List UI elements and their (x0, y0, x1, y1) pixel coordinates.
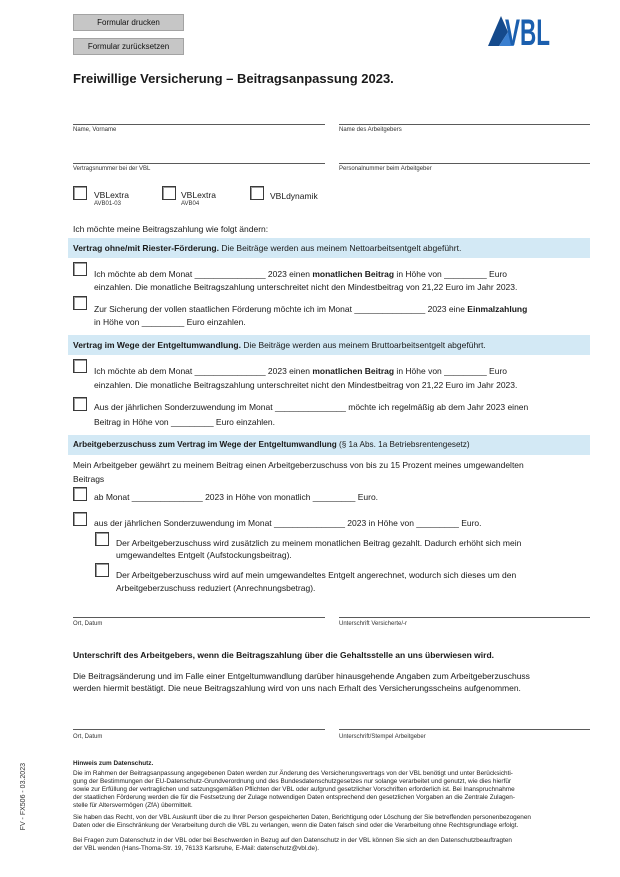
option-text: ab Monat _______________ 2023 in Höhe von monatlich _________ Euro. (94, 492, 379, 502)
employer-name-label: Name des Arbeitgebers (339, 127, 402, 133)
privacy-text-line: Daten oder die Einschränkung der Verarbeitung durch die VBL zu verlangen, wenn die Daten falsch sind oder die Verarbeitung ohne Rechtsgrundlage erfolgt. (73, 822, 519, 829)
option-text (94, 366, 507, 376)
tariff-sublabel: AVB01-03 (94, 201, 121, 207)
option-text-part: Zur Sicherung der vollen staatlichen Förderung möchte ich im Monat _______________ 2023 eine (94, 304, 468, 314)
reset-form-button[interactable]: Formular zurücksetzen (73, 38, 184, 55)
option-text-part: in Höhe von _________ Euro (394, 269, 508, 279)
section-heading-riester (73, 243, 461, 253)
name-input[interactable] (73, 111, 325, 125)
privacy-text-line: Die im Rahmen der Beitragsanpassung angegebenen Daten werden zur Änderung des Versicherungsvertrags von der VBL benötigt und unter Berücksichti- (73, 770, 513, 777)
section-heading-bold: Vertrag ohne/mit Riester-Förderung. (73, 243, 219, 253)
option-text: in Höhe von _________ Euro einzahlen. (94, 317, 246, 327)
subsidy-topup-checkbox[interactable] (95, 532, 109, 546)
conversion-monthly-checkbox[interactable] (73, 359, 87, 373)
tariff-sublabel: AVB04 (181, 201, 200, 207)
logo-text: VBL (505, 12, 550, 53)
personnel-number-label: Personalnummer beim Arbeitgeber (339, 166, 432, 172)
insured-signature-label: Unterschrift Versicherte/-r (339, 621, 408, 627)
option-text: umgewandeltes Entgelt (Aufstockungsbeitrag). (116, 550, 292, 560)
riester-single-payment-checkbox[interactable] (73, 296, 87, 310)
page-title: Freiwillige Versicherung – Beitragsanpassung 2023. (73, 71, 394, 86)
privacy-text-line: der VBL wenden (Hans-Thoma-Str. 19, 76133 Karlsruhe, E-Mail: datenschutz@vbl.de). (73, 845, 320, 852)
tariff-vblextra-avb04-checkbox[interactable] (162, 186, 176, 200)
print-form-button[interactable]: Formular drucken (73, 14, 184, 31)
tariff-vblextra-avb01-03-checkbox[interactable] (73, 186, 87, 200)
contract-number-input[interactable] (73, 150, 325, 164)
option-text: aus der jährlichen Sonderzuwendung im Monat _______________ 2023 in Höhe von _________ Euro. (94, 518, 482, 528)
section-heading-text: (§ 1a Abs. 1a Betriebsrentengesetz) (336, 440, 470, 449)
privacy-heading: Hinweis zum Datenschutz. (73, 760, 154, 767)
option-text: Der Arbeitgeberzuschuss wird auf mein umgewandeltes Entgelt angerechnet, wodurch sich dieses um den (116, 570, 517, 580)
option-text: Der Arbeitgeberzuschuss wird zusätzlich zu meinem monatlichen Beitrag gezahlt. Dadurch erhöht sich mein (116, 538, 522, 548)
privacy-text-line: Bei Fragen zum Datenschutz in der VBL oder bei Beschwerden in Bezug auf den Datenschutz in der VBL können Sie sich an den Datenschutzbeauftragten (73, 837, 512, 844)
riester-monthly-checkbox[interactable] (73, 262, 87, 276)
employer-place-date-input[interactable] (73, 716, 325, 730)
subsidy-bonus-checkbox[interactable] (73, 512, 87, 526)
option-text: Aus der jährlichen Sonderzuwendung im Monat _______________ möchte ich regelmäßig ab dem Jahr 2023 einen (94, 402, 529, 412)
option-text-bold: Einmalzahlung (467, 304, 528, 314)
place-date-label: Ort, Datum (73, 734, 103, 740)
employer-signature-line (339, 729, 590, 730)
employer-section-heading: Unterschrift des Arbeitgebers, wenn die Beitragszahlung über die Gehaltsstelle an uns überwiesen wird. (73, 650, 495, 660)
section-heading-text: Die Beiträge werden aus meinem Nettoarbeitsentgelt abgeführt. (218, 243, 462, 253)
option-text-part: in Höhe von _________ Euro (394, 366, 508, 376)
subsidy-monthly-checkbox[interactable] (73, 487, 87, 501)
subsidy-intro: Beitrags (73, 474, 105, 484)
vbl-logo (488, 12, 550, 53)
privacy-text-line: sowie zur Erfüllung der vertraglichen und satzungsgemäßen Pflichten der VBL oder aufgrund gesetzlicher Vorschriften erforderlich ist. Bei Inanspruchnahme (73, 786, 515, 793)
section-heading-conversion (73, 340, 486, 350)
option-text: Beitrag in Höhe von _________ Euro einzahlen. (94, 417, 275, 427)
tariff-label: VBLextra (181, 190, 216, 200)
privacy-text-line: stelle für Altersvermögen (ZfA) übermittelt. (73, 802, 193, 809)
name-label: Name, Vorname (73, 127, 117, 133)
section-heading-bold: Arbeitgeberzuschuss zum Vertrag im Wege der Entgeltumwandlung (73, 440, 337, 449)
option-text: einzahlen. Die monatliche Beitragszahlung unterschreitet nicht den Mindestbeitrag von 21,22 Euro im Jahr 2023. (94, 282, 518, 292)
section-heading-subsidy (73, 440, 470, 450)
option-text-part: Ich möchte ab dem Monat _______________ 2023 einen (94, 366, 313, 376)
employer-name-input[interactable] (339, 111, 590, 125)
form-code: FV - FX506 - 03.2023 (20, 763, 27, 831)
employer-section-text: Die Beitragsänderung und im Falle einer Entgeltumwandlung darüber hinausgehende Angaben zum Arbeitgeberzuschuss (73, 671, 530, 681)
option-text-bold: monatlichen Beitrag (312, 269, 395, 279)
employer-section-text: werden hiermit bestätigt. Die neue Beitragszahlung wird von uns nach Erhalt des Versicherungsscheins aufgenommen. (73, 683, 521, 693)
option-text: einzahlen. Die monatliche Beitragszahlung unterschreitet nicht den Mindestbeitrag von 21,22 Euro im Jahr 2023. (94, 380, 518, 390)
personnel-number-input[interactable] (339, 150, 590, 164)
subsidy-offset-checkbox[interactable] (95, 563, 109, 577)
privacy-text-line: gung der Bestimmungen der EU-Datenschutz-Grundverordnung und des Bundesdatenschutzgesetzes nur solange verarbeitet und genutzt, wie dies hierfür (73, 778, 512, 785)
tariff-label: VBLdynamik (270, 191, 318, 201)
tariff-vbldynamik-checkbox[interactable] (250, 186, 264, 200)
subsidy-intro: Mein Arbeitgeber gewährt zu meinem Beitrag einen Arbeitgeberzuschuss von bis zu 15 Prozent meines umgewandelten (73, 460, 524, 470)
place-date-label: Ort, Datum (73, 621, 103, 627)
privacy-text-line: Sie haben das Recht, von der VBL Auskunft über die zu Ihrer Person gespeicherten Daten, Berichtigung oder Löschung der Sie betreffenden personenbezogenen (73, 814, 531, 821)
option-text (94, 269, 507, 279)
section-heading-text: Die Beiträge werden aus meinem Bruttoarbeitsentgelt abgeführt. (240, 340, 486, 350)
insured-place-date-input[interactable] (73, 604, 325, 618)
option-text: Arbeitgeberzuschuss reduziert (Anrechnungsbetrag). (116, 583, 316, 593)
employer-signature-label: Unterschrift/Stempel Arbeitgeber (339, 734, 426, 740)
conversion-bonus-checkbox[interactable] (73, 397, 87, 411)
section-heading-bold: Vertrag im Wege der Entgeltumwandlung. (73, 340, 241, 350)
contract-number-label: Vertragsnummer bei der VBL (73, 166, 151, 172)
insured-signature-line (339, 617, 590, 618)
tariff-label: VBLextra (94, 190, 129, 200)
option-text-part: Ich möchte ab dem Monat _______________ 2023 einen (94, 269, 313, 279)
option-text (94, 304, 527, 314)
privacy-text-line: der staatlichen Förderung werden die für die Festsetzung der Zulage notwendigen Daten entsprechend den gesetzlichen Vorgaben an die Zentrale Zulagen- (73, 794, 515, 801)
option-text-bold: monatlichen Beitrag (312, 366, 395, 376)
intro-text: Ich möchte meine Beitragszahlung wie folgt ändern: (73, 224, 269, 234)
